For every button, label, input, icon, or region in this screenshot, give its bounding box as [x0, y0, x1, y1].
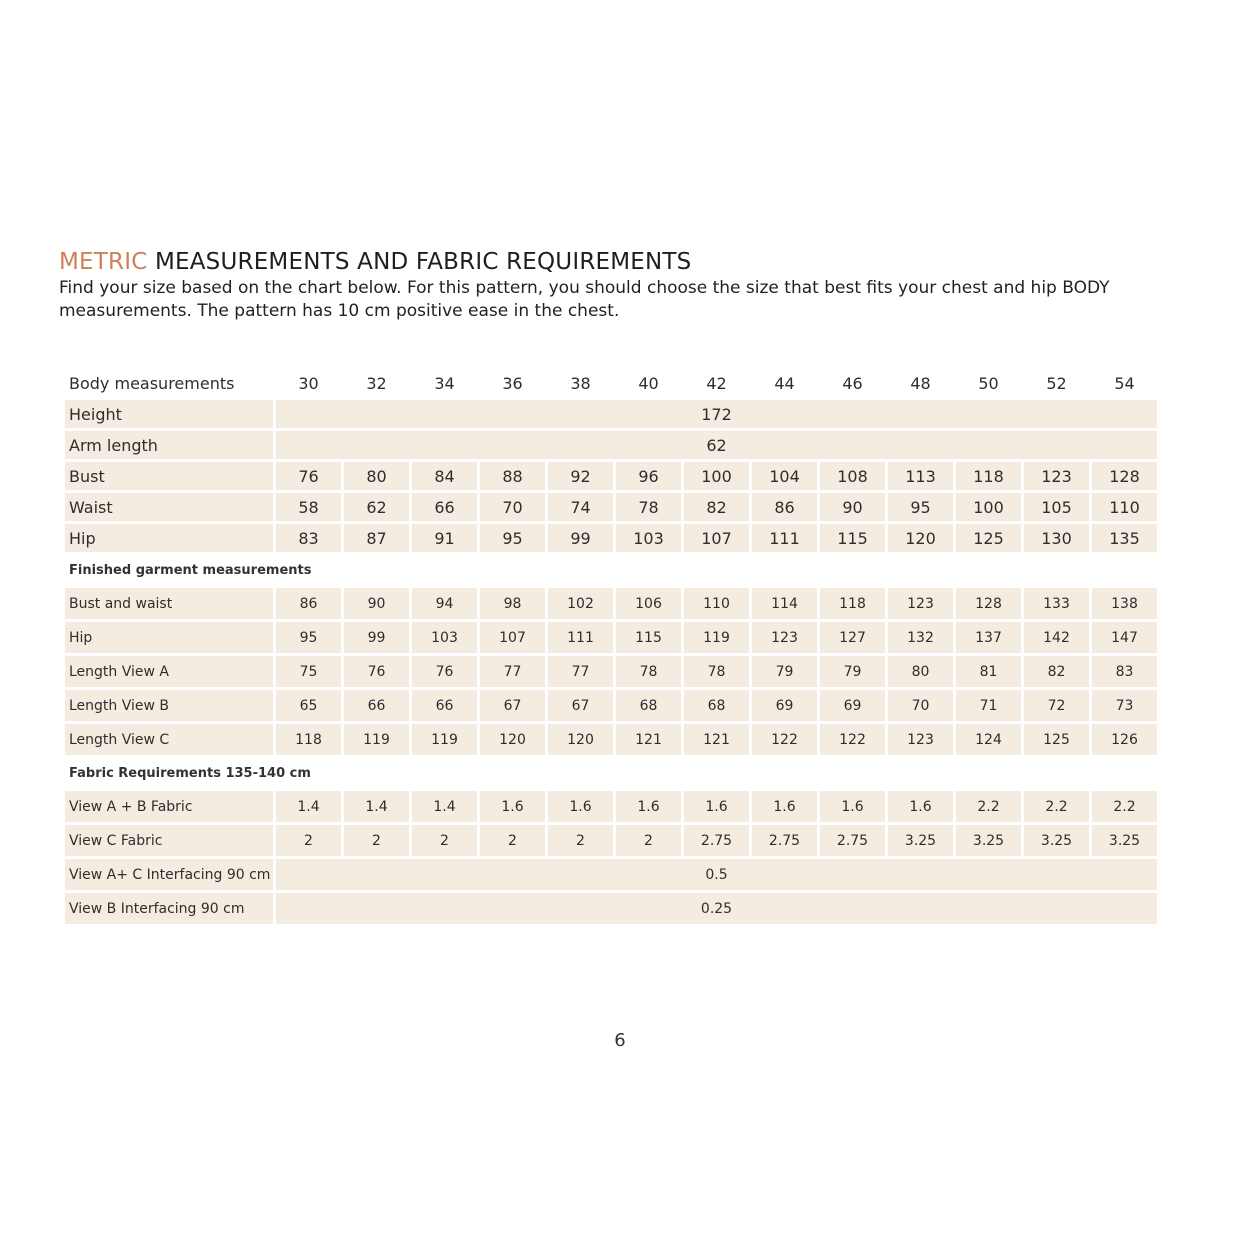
value-cell: 67: [548, 690, 613, 721]
value-cell: 90: [344, 588, 409, 619]
value-cell: 119: [344, 724, 409, 755]
value-cell: 82: [684, 493, 749, 521]
value-cell: 142: [1024, 622, 1089, 653]
size-header-cell: 32: [366, 373, 387, 393]
value-cell: 65: [276, 690, 341, 721]
value-cell: 3.25: [956, 825, 1021, 856]
value-cell: 86: [752, 493, 817, 521]
value-cell: 95: [480, 524, 545, 552]
value-cell: 115: [820, 524, 885, 552]
value-cell: 90: [820, 493, 885, 521]
value-cell: 80: [344, 462, 409, 490]
value-cell: 83: [276, 524, 341, 552]
value-cell: 128: [1092, 462, 1157, 490]
value-cell: 125: [956, 524, 1021, 552]
size-header-cell: 54: [1114, 373, 1135, 393]
value-cell: 125: [1024, 724, 1089, 755]
value-cell: 120: [548, 724, 613, 755]
value-cell: 1.6: [888, 791, 953, 822]
size-chart-table: [62, 366, 1160, 927]
value-cell: 100: [956, 493, 1021, 521]
value-cell: 2: [344, 825, 409, 856]
value-cell: 78: [616, 493, 681, 521]
value-cell: 2.75: [684, 825, 749, 856]
table-row: [65, 493, 1157, 521]
row-label: View C Fabric: [65, 825, 273, 856]
value-cell: 78: [684, 656, 749, 687]
value-cell: 87: [344, 524, 409, 552]
value-cell: 108: [820, 462, 885, 490]
value-cell: 124: [956, 724, 1021, 755]
size-header-cell: 40: [638, 373, 659, 393]
value-cell: 2: [412, 825, 477, 856]
value-cell: 103: [412, 622, 477, 653]
value-cell: 114: [752, 588, 817, 619]
spanning-value-cell: 172: [276, 400, 1157, 428]
table-row: [65, 524, 1157, 552]
fabric-heading-section: [65, 758, 1157, 788]
value-cell: 2.2: [1024, 791, 1089, 822]
value-cell: 71: [956, 690, 1021, 721]
value-cell: 1.6: [820, 791, 885, 822]
value-cell: 100: [684, 462, 749, 490]
value-cell: 118: [956, 462, 1021, 490]
spanning-value-cell: 0.25: [276, 893, 1157, 924]
value-cell: 135: [1092, 524, 1157, 552]
value-cell: 2.75: [820, 825, 885, 856]
size-header-cell: 42: [706, 373, 727, 393]
table-row: [65, 791, 1157, 822]
row-label: Arm length: [65, 431, 273, 459]
value-cell: 81: [956, 656, 1021, 687]
size-header-cell: 50: [978, 373, 999, 393]
value-cell: 1.6: [548, 791, 613, 822]
value-cell: 2: [276, 825, 341, 856]
value-cell: 80: [888, 656, 953, 687]
value-cell: 1.4: [412, 791, 477, 822]
value-cell: 67: [480, 690, 545, 721]
row-label: View A+ C Interfacing 90 cm: [65, 859, 273, 890]
value-cell: 128: [956, 588, 1021, 619]
size-header-cell: 36: [502, 373, 523, 393]
value-cell: 66: [412, 493, 477, 521]
value-cell: 120: [888, 524, 953, 552]
table-row: [65, 656, 1157, 687]
value-cell: 76: [344, 656, 409, 687]
value-cell: 1.4: [344, 791, 409, 822]
value-cell: 75: [276, 656, 341, 687]
value-cell: 68: [684, 690, 749, 721]
table-row: [65, 588, 1157, 619]
size-header-cell: 34: [434, 373, 455, 393]
value-cell: 133: [1024, 588, 1089, 619]
value-cell: 123: [1024, 462, 1089, 490]
row-label: Length View B: [65, 690, 273, 721]
row-label: Length View A: [65, 656, 273, 687]
value-cell: 103: [616, 524, 681, 552]
value-cell: 107: [684, 524, 749, 552]
table-row: [65, 622, 1157, 653]
size-header-cell: 48: [910, 373, 931, 393]
body-measurements-header: Body measurements: [69, 373, 235, 393]
value-cell: 73: [1092, 690, 1157, 721]
value-cell: 99: [548, 524, 613, 552]
value-cell: 121: [616, 724, 681, 755]
value-cell: 1.6: [616, 791, 681, 822]
value-cell: 147: [1092, 622, 1157, 653]
table-row: [65, 724, 1157, 755]
size-header-cell: 44: [774, 373, 795, 393]
value-cell: 91: [412, 524, 477, 552]
value-cell: 1.6: [684, 791, 749, 822]
value-cell: 119: [684, 622, 749, 653]
value-cell: 127: [820, 622, 885, 653]
page-title: [59, 249, 691, 275]
value-cell: 96: [616, 462, 681, 490]
value-cell: 1.6: [752, 791, 817, 822]
row-label: Waist: [65, 493, 273, 521]
value-cell: 137: [956, 622, 1021, 653]
value-cell: 2: [616, 825, 681, 856]
value-cell: 122: [752, 724, 817, 755]
value-cell: 2: [548, 825, 613, 856]
value-cell: 76: [412, 656, 477, 687]
value-cell: 132: [888, 622, 953, 653]
finished-measurements-section: [65, 588, 1157, 755]
row-label: Length View C: [65, 724, 273, 755]
value-cell: 115: [616, 622, 681, 653]
value-cell: 79: [752, 656, 817, 687]
value-cell: 123: [752, 622, 817, 653]
value-cell: 2.75: [752, 825, 817, 856]
spanning-value-cell: 62: [276, 431, 1157, 459]
value-cell: 70: [480, 493, 545, 521]
table-row: [65, 859, 1157, 890]
value-cell: 82: [1024, 656, 1089, 687]
value-cell: 95: [888, 493, 953, 521]
value-cell: 83: [1092, 656, 1157, 687]
page-number: 6: [614, 1030, 626, 1051]
value-cell: 111: [548, 622, 613, 653]
value-cell: 1.4: [276, 791, 341, 822]
size-header-row: [65, 369, 1157, 397]
value-cell: 70: [888, 690, 953, 721]
row-label: Bust: [65, 462, 273, 490]
title-rest: MEASUREMENTS AND FABRIC REQUIREMENTS: [147, 249, 692, 275]
value-cell: 123: [888, 588, 953, 619]
section-heading-row: [65, 555, 1157, 585]
fabric-requirements-heading: Fabric Requirements 135-140 cm: [69, 765, 311, 781]
intro-text: Find your size based on the chart below. For this pattern, you should choose the size that best fits your chest and hip BODY measurements. The pattern has 10 cm positive ease in the chest.: [59, 278, 1110, 321]
value-cell: 110: [1092, 493, 1157, 521]
value-cell: 77: [480, 656, 545, 687]
value-cell: 121: [684, 724, 749, 755]
value-cell: 77: [548, 656, 613, 687]
value-cell: 74: [548, 493, 613, 521]
row-label: Hip: [65, 622, 273, 653]
value-cell: 126: [1092, 724, 1157, 755]
value-cell: 68: [616, 690, 681, 721]
value-cell: 2.2: [956, 791, 1021, 822]
value-cell: 122: [820, 724, 885, 755]
value-cell: 92: [548, 462, 613, 490]
size-header-cell: 38: [570, 373, 591, 393]
value-cell: 95: [276, 622, 341, 653]
size-header-cell: 52: [1046, 373, 1067, 393]
size-header-cell: 46: [842, 373, 863, 393]
value-cell: 107: [480, 622, 545, 653]
size-header-cell: 30: [298, 373, 319, 393]
value-cell: 76: [276, 462, 341, 490]
fabric-requirements-section: [65, 791, 1157, 924]
value-cell: 69: [820, 690, 885, 721]
value-cell: 3.25: [1092, 825, 1157, 856]
value-cell: 86: [276, 588, 341, 619]
value-cell: 2: [480, 825, 545, 856]
value-cell: 104: [752, 462, 817, 490]
row-label: View B Interfacing 90 cm: [65, 893, 273, 924]
table-row: [65, 431, 1157, 459]
value-cell: 102: [548, 588, 613, 619]
title-accent: METRIC: [59, 249, 148, 275]
value-cell: 105: [1024, 493, 1089, 521]
value-cell: 119: [412, 724, 477, 755]
table-row: [65, 690, 1157, 721]
table-row: [65, 462, 1157, 490]
value-cell: 130: [1024, 524, 1089, 552]
value-cell: 1.6: [480, 791, 545, 822]
value-cell: 113: [888, 462, 953, 490]
value-cell: 3.25: [888, 825, 953, 856]
value-cell: 66: [344, 690, 409, 721]
value-cell: 88: [480, 462, 545, 490]
value-cell: 66: [412, 690, 477, 721]
value-cell: 99: [344, 622, 409, 653]
table-row: [65, 400, 1157, 428]
value-cell: 110: [684, 588, 749, 619]
value-cell: 2.2: [1092, 791, 1157, 822]
value-cell: 118: [820, 588, 885, 619]
value-cell: 72: [1024, 690, 1089, 721]
row-label: Hip: [65, 524, 273, 552]
value-cell: 78: [616, 656, 681, 687]
body-measurements-section: [65, 400, 1157, 552]
value-cell: 106: [616, 588, 681, 619]
value-cell: 79: [820, 656, 885, 687]
value-cell: 138: [1092, 588, 1157, 619]
finished-garment-heading: Finished garment measurements: [69, 562, 312, 578]
row-label: Bust and waist: [65, 588, 273, 619]
row-label: Height: [65, 400, 273, 428]
value-cell: 3.25: [1024, 825, 1089, 856]
value-cell: 69: [752, 690, 817, 721]
value-cell: 111: [752, 524, 817, 552]
value-cell: 98: [480, 588, 545, 619]
value-cell: 94: [412, 588, 477, 619]
value-cell: 123: [888, 724, 953, 755]
section-heading-row: [65, 758, 1157, 788]
row-label: View A + B Fabric: [65, 791, 273, 822]
finished-heading-section: [65, 555, 1157, 585]
value-cell: 58: [276, 493, 341, 521]
table-row: [65, 825, 1157, 856]
value-cell: 84: [412, 462, 477, 490]
table-row: [65, 893, 1157, 924]
value-cell: 62: [344, 493, 409, 521]
value-cell: 118: [276, 724, 341, 755]
value-cell: 120: [480, 724, 545, 755]
spanning-value-cell: 0.5: [276, 859, 1157, 890]
